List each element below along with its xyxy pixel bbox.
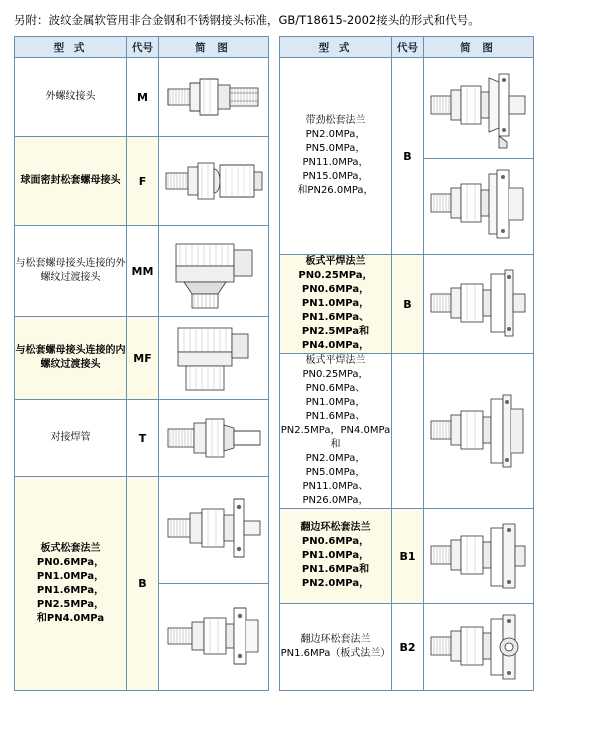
row-figure (424, 354, 534, 509)
row-type-label (280, 354, 392, 509)
plate-flat-weld-flange-icon-b (427, 379, 531, 483)
row-code: B2 (392, 604, 424, 691)
row-figure (424, 158, 534, 254)
row-type-line: PN2.0MPa，PN5.0MPa， (305, 129, 366, 154)
row-type-line: PN1.6MPa和PN2.0MPa， (301, 564, 370, 589)
row-code: MF (127, 317, 159, 400)
left-table-header-row (15, 37, 269, 58)
row-type-label (280, 58, 392, 255)
row-type-line: PN1.6MPa，PN2.5MPa， (36, 584, 105, 610)
lap-joint-loose-flange-icon-a (427, 510, 531, 602)
internal-thread-transition-joint-icon (162, 318, 266, 398)
row-type-line: PN0.25MPa，PN0.6MPa、 (302, 369, 369, 394)
table-row (280, 354, 534, 509)
row-figure (424, 58, 534, 159)
row-code: B1 (392, 509, 424, 604)
table-row (15, 226, 269, 317)
table-row (15, 400, 269, 477)
row-type-line: PN1.0MPa，PN1.6MPa、 (301, 298, 370, 323)
row-figure (159, 226, 269, 317)
row-type-title: 板式平焊法兰 (305, 256, 366, 267)
row-figure (159, 400, 269, 477)
row-type-line: PN2.5MPa，PN4.0MPa 和 (280, 425, 391, 450)
table-row (280, 255, 534, 354)
row-figure (424, 509, 534, 604)
ribbed-loose-flange-icon-b (427, 160, 531, 252)
header-type: 型 式 (15, 37, 127, 58)
row-code: F (127, 137, 159, 226)
row-figure (159, 137, 269, 226)
row-code (392, 354, 424, 509)
header-figure: 简 图 (424, 37, 534, 58)
row-type-line: PN2.5MPa和PN4.0MPa， (301, 326, 370, 351)
row-type-line: PN1.6MPa（板式法兰） (280, 648, 391, 659)
plate-loose-flange-icon-a (162, 493, 266, 567)
table-row (280, 509, 534, 604)
row-code: T (127, 400, 159, 477)
table-row (280, 604, 534, 691)
table-row (15, 477, 269, 584)
row-type-label: 与松套螺母接头连接的内螺纹过渡接头 (15, 317, 127, 400)
row-type-line: PN0.25MPa，PN0.6MPa， (298, 270, 373, 295)
table-row (15, 317, 269, 400)
right-table-header-row (280, 37, 534, 58)
header-code: 代号 (392, 37, 424, 58)
row-type-line: PN0.6MPa，PN1.0MPa， (36, 556, 105, 582)
page-caption: 另附：波纹金属软管用非合金钢和不锈钢接头标准，GB/T18615-2002接头的形式和代号。 (14, 13, 480, 27)
row-code: B (127, 477, 159, 691)
row-type-line: PN11.0MPa，PN15.0MPa， (302, 157, 369, 182)
row-code: B (392, 58, 424, 255)
plate-loose-flange-icon-b (162, 600, 266, 674)
row-code: M (127, 58, 159, 137)
row-type-line: 和PN26.0MPa， (297, 185, 374, 196)
external-thread-transition-joint-icon (162, 228, 266, 314)
tables-container (0, 36, 600, 691)
row-figure (159, 58, 269, 137)
row-type-title: 翻边环松套法兰 (300, 522, 371, 533)
plate-flat-weld-flange-icon-a (427, 258, 531, 350)
butt-weld-pipe-icon (162, 401, 266, 475)
lap-joint-loose-flange-icon-b (427, 605, 531, 689)
header-figure: 简 图 (159, 37, 269, 58)
row-code: MM (127, 226, 159, 317)
row-figure (159, 477, 269, 584)
row-type-label (280, 604, 392, 691)
ribbed-loose-flange-icon-a (427, 60, 531, 156)
row-type-label: 与松套螺母接头连接的外螺纹过渡接头 (15, 226, 127, 317)
row-figure (424, 604, 534, 691)
spherical-seal-union-nut-joint-icon (162, 139, 266, 223)
external-thread-joint-icon (162, 59, 266, 135)
header-type: 型 式 (280, 37, 392, 58)
table-row (15, 58, 269, 137)
row-type-line: PN1.0MPa，PN1.6MPa、 (305, 397, 366, 422)
tables-gap (269, 36, 279, 691)
table-row (280, 58, 534, 159)
row-type-title: 板式松套法兰 (40, 542, 101, 554)
row-figure (159, 584, 269, 691)
row-figure (424, 255, 534, 354)
table-row (15, 137, 269, 226)
row-type-line: 和PN4.0MPa (36, 612, 105, 624)
row-type-title: 板式平焊法兰 (305, 355, 366, 366)
row-type-title: 带劲松套法兰 (305, 115, 366, 126)
row-code: B (392, 255, 424, 354)
row-type-line: PN0.6MPa，PN1.0MPa， (301, 536, 370, 561)
row-type-line: PN2.0MPa，PN5.0MPa， (305, 453, 366, 478)
row-type-label (280, 509, 392, 604)
right-table (279, 36, 534, 691)
row-figure (159, 317, 269, 400)
row-type-label (15, 477, 127, 691)
header-code: 代号 (127, 37, 159, 58)
row-type-label (280, 255, 392, 354)
left-table (14, 36, 269, 691)
row-type-label: 外螺纹接头 (15, 58, 127, 137)
row-type-label: 对接焊管 (15, 400, 127, 477)
row-type-title: 翻边环松套法兰 (300, 634, 371, 645)
row-type-label: 球面密封松套螺母接头 (15, 137, 127, 226)
row-type-line: PN11.0MPa、PN26.0MPa， (302, 481, 369, 506)
